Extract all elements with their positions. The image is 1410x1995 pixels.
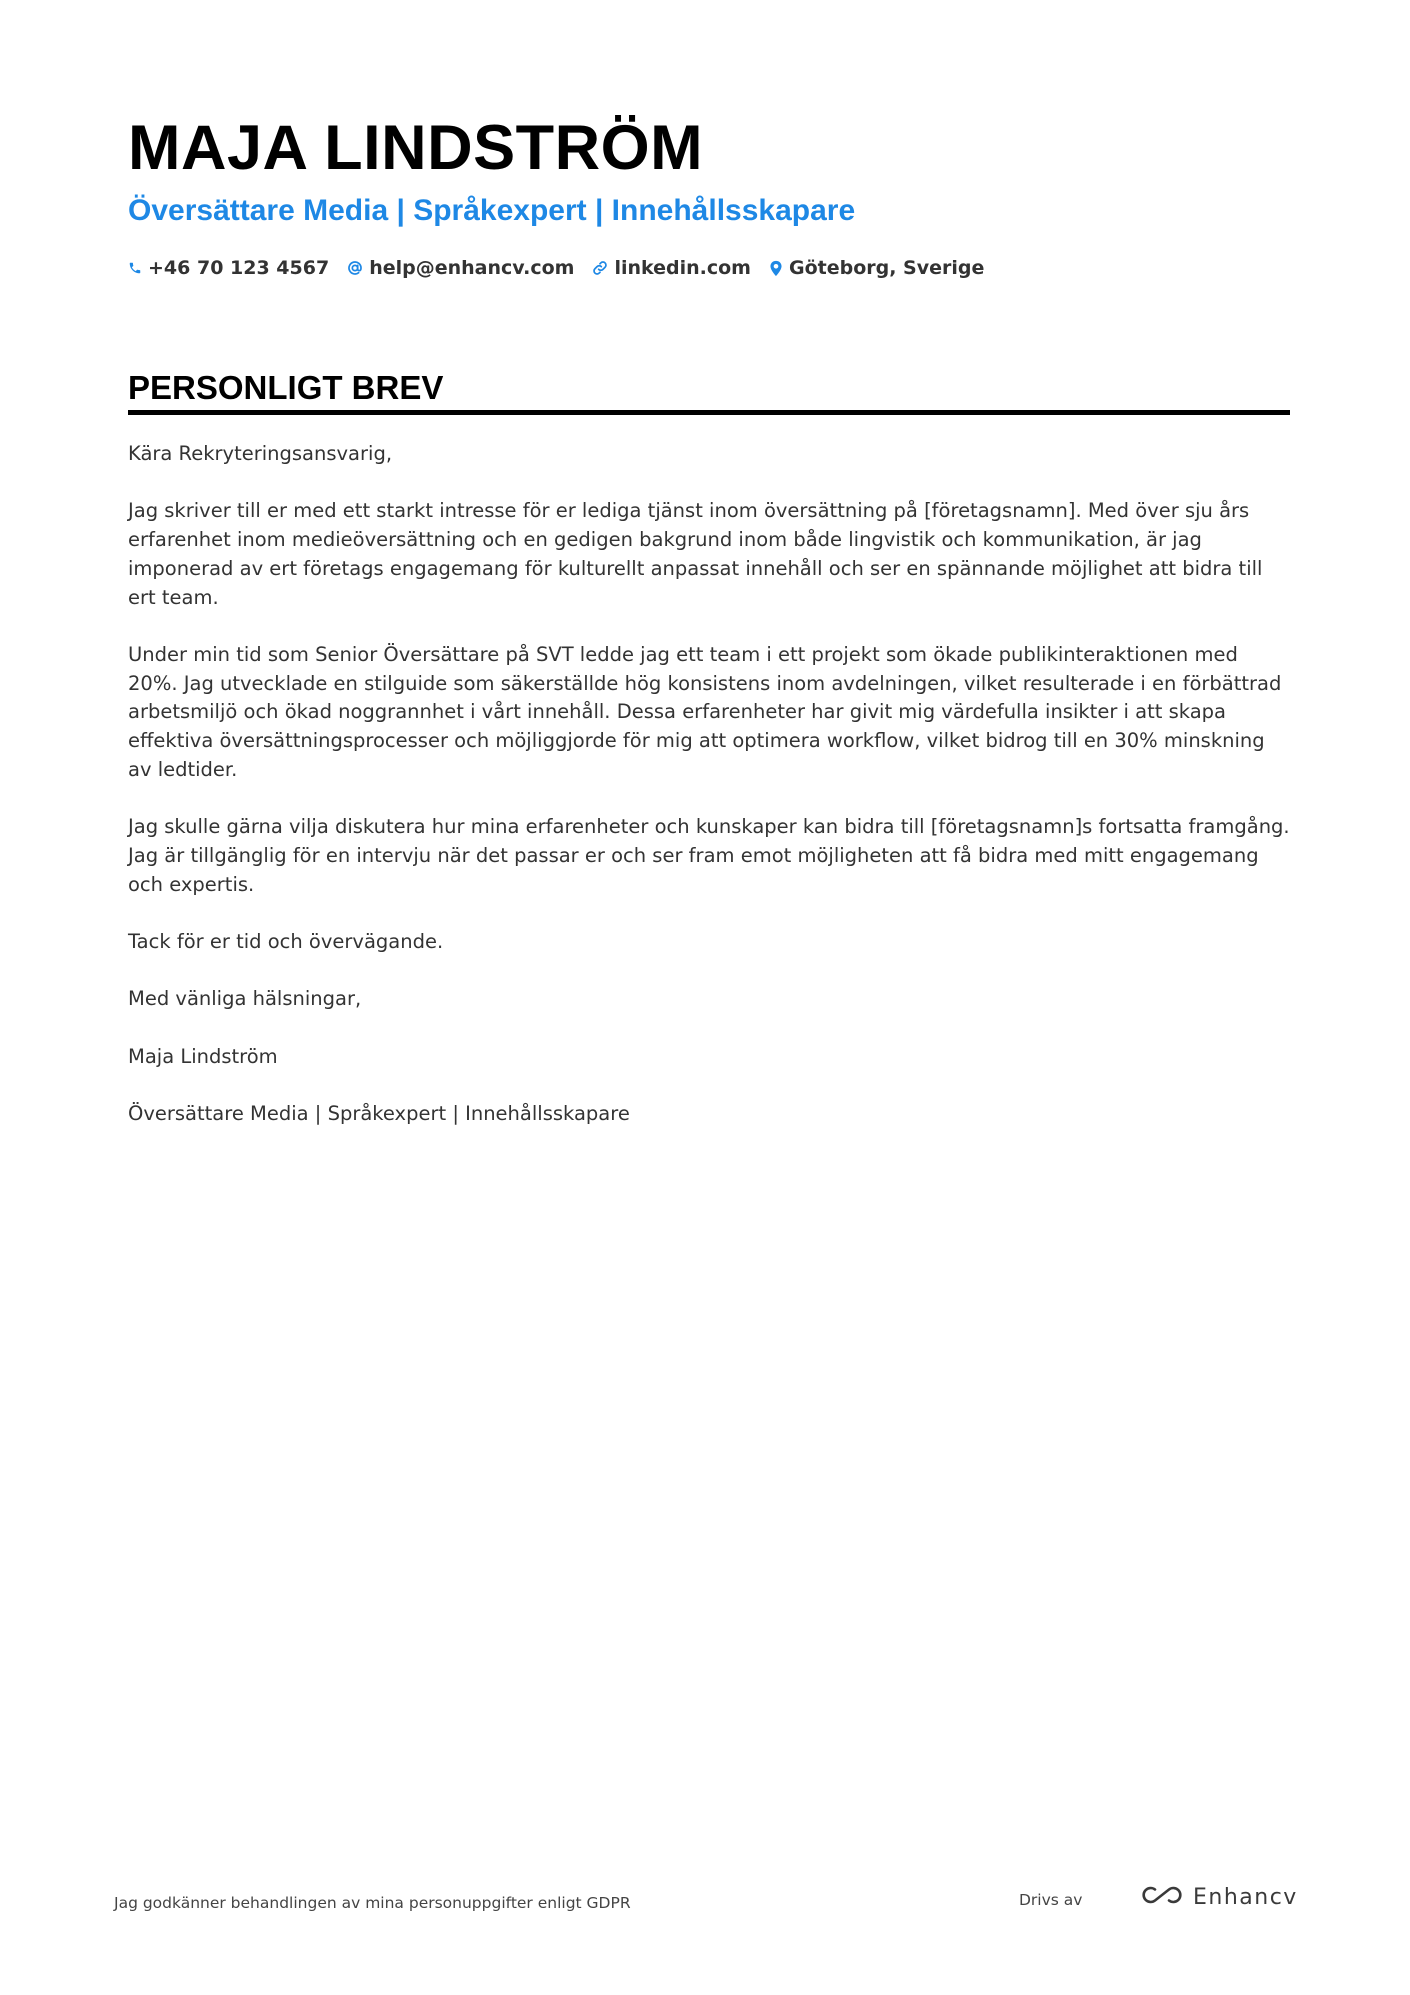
letter-closing: Med vänliga hälsningar, bbox=[128, 987, 362, 1011]
contact-linkedin bbox=[592, 257, 751, 279]
email-link[interactable]: help@enhancv.com bbox=[369, 257, 575, 279]
enhancv-brand-link[interactable] bbox=[1139, 1883, 1298, 1911]
location-text: Göteborg, Sverige bbox=[788, 257, 985, 279]
letter-thanks: Tack för er tid och övervägande. bbox=[128, 929, 444, 953]
letter-body bbox=[128, 440, 1293, 1157]
phone-number[interactable]: +46 70 123 4567 bbox=[148, 257, 330, 279]
letter-greeting: Kära Rekryteringsansvarig, bbox=[128, 442, 393, 465]
phone-icon bbox=[128, 260, 142, 276]
section-title: PERSONLIGT BREV bbox=[128, 369, 444, 406]
letter-paragraph: Jag skriver till er med ett starkt intresse för er lediga tjänst inom översättning på [företagsnamn]. Med över sju års erfarenhet inom medieöversättning och en gedigen bakgrund inom både lingvistik och kommunikation, är jag imponerad av ert företags engagemang för kulturellt anpassat innehåll och ser en spännande möjlighet att bidra till ert team. bbox=[128, 499, 1263, 609]
candidate-name: MAJA LINDSTRÖM bbox=[128, 113, 704, 183]
signature-title: Översättare Media | Språkexpert | Innehållsskapare bbox=[128, 1102, 630, 1126]
letter-paragraph: Under min tid som Senior Översättare på SVT ledde jag ett team i ett projekt som ökade publikinteraktionen med 20%. Jag utvecklade en stilguide som säkerställde hög konsistens inom avdelningen, vilket resulterade i en förbättrad arbetsmiljö och ökad noggrannhet i vårt innehåll. Dessa erfarenheter har givit mig värdefulla insikter i att skapa effektiva översättningsprocesser och möjliggjorde för mig att optimera workflow, vilket bidrog till en 30% minskning av ledtider. bbox=[128, 642, 1282, 781]
candidate-headline: Översättare Media | Språkexpert | Innehållsskapare bbox=[128, 194, 856, 227]
at-icon bbox=[347, 260, 363, 276]
enhancv-logo-icon bbox=[1139, 1883, 1185, 1911]
powered-by-label: Drivs av bbox=[1019, 1891, 1083, 1909]
brand-name: Enhancv bbox=[1193, 1884, 1298, 1910]
contact-phone bbox=[128, 257, 329, 279]
contact-location bbox=[769, 257, 984, 279]
signature-name: Maja Lindström bbox=[128, 1044, 278, 1068]
contact-email bbox=[347, 257, 574, 279]
letter-paragraph: Jag skulle gärna vilja diskutera hur mina erfarenheter och kunskaper kan bidra till [företagsnamn]s fortsatta framgång. Jag är tillgänglig för en intervju när det passar er och ser fram emot möjligheten att få bidra med mitt engagemang och expertis. bbox=[128, 815, 1290, 896]
link-icon bbox=[592, 260, 608, 276]
contact-bar bbox=[128, 254, 984, 282]
gdpr-consent-note: Jag godkänner behandlingen av mina personuppgifter enligt GDPR bbox=[114, 1894, 631, 1912]
section-divider bbox=[128, 410, 1290, 415]
linkedin-link[interactable]: linkedin.com bbox=[614, 257, 751, 279]
location-pin-icon bbox=[769, 260, 783, 277]
